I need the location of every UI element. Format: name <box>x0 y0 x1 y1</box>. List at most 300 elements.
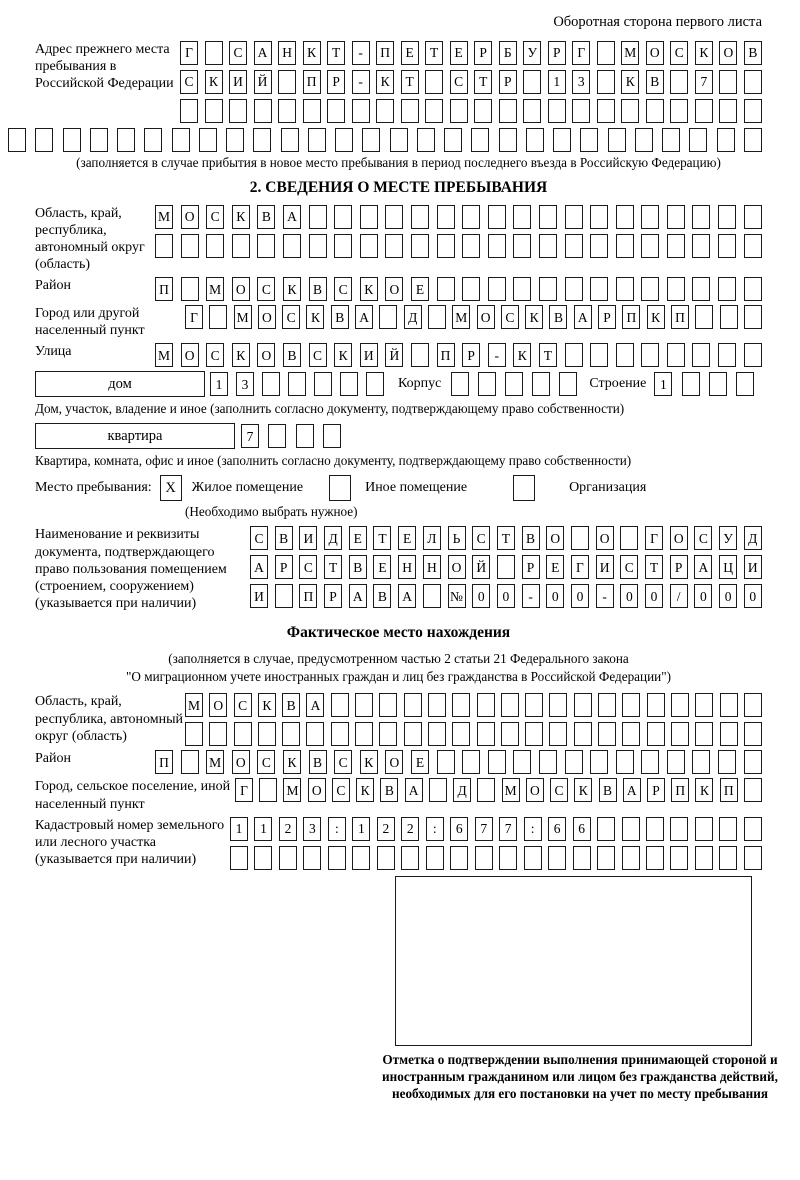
char-box: 3 <box>303 817 321 841</box>
char-box <box>63 128 81 152</box>
char-box: Т <box>474 70 492 94</box>
char-box: О <box>477 305 495 329</box>
actual-location-title: Фактическое место нахождения <box>286 623 511 641</box>
char-box <box>744 846 762 870</box>
char-box <box>671 722 689 746</box>
char-box: А <box>694 555 712 579</box>
char-box <box>488 750 506 774</box>
option-residential-label: Жилое помещение <box>191 480 304 496</box>
char-box: П <box>303 70 321 94</box>
char-box <box>259 778 277 802</box>
char-box <box>428 305 446 329</box>
region-label: Область, край, республика, автономный округ (область) <box>35 206 145 273</box>
char-box <box>744 817 762 841</box>
char-row-korpus <box>451 372 577 396</box>
char-box: К <box>303 41 321 65</box>
char-box <box>565 343 583 367</box>
char-box: К <box>205 70 223 94</box>
char-box: О <box>719 41 737 65</box>
char-box: - <box>596 584 614 608</box>
char-box: К <box>232 205 250 229</box>
char-box <box>488 205 506 229</box>
char-box <box>355 722 373 746</box>
char-box <box>553 128 571 152</box>
char-box <box>155 234 173 258</box>
char-box <box>622 846 640 870</box>
char-box: М <box>621 41 639 65</box>
char-row-stroenie <box>654 372 754 396</box>
char-box <box>667 277 685 301</box>
char-box: П <box>720 778 738 802</box>
char-box: О <box>596 526 614 550</box>
char-box: В <box>331 305 349 329</box>
char-box <box>209 305 227 329</box>
char-box <box>620 526 638 550</box>
char-box: Ц <box>719 555 737 579</box>
char-box <box>488 234 506 258</box>
char-box: - <box>522 584 540 608</box>
char-box <box>635 128 653 152</box>
char-box: Е <box>450 41 468 65</box>
char-box <box>474 99 492 123</box>
char-box <box>647 722 665 746</box>
char-box <box>296 424 314 448</box>
char-box: А <box>623 778 641 802</box>
checkbox-other-premises <box>329 475 351 501</box>
char-box: М <box>502 778 520 802</box>
char-box <box>185 722 203 746</box>
char-box: В <box>599 778 617 802</box>
char-box: 1 <box>210 372 228 396</box>
char-box: Й <box>385 343 403 367</box>
char-box: К <box>356 778 374 802</box>
char-box <box>488 277 506 301</box>
char-box <box>314 372 332 396</box>
char-box <box>499 128 517 152</box>
char-box: У <box>523 41 541 65</box>
char-box <box>379 305 397 329</box>
char-box: С <box>309 343 327 367</box>
char-box <box>513 277 531 301</box>
document-label: Наименование и реквизиты документа, подтверждающего право пользования помещением (строением, сооружением) (указывается при наличии) <box>35 527 227 611</box>
actual-district-block <box>35 750 762 774</box>
char-box: М <box>234 305 252 329</box>
char-box <box>278 99 296 123</box>
char-box: : <box>426 817 444 841</box>
char-box <box>719 99 737 123</box>
char-box <box>144 128 162 152</box>
char-box: С <box>694 526 712 550</box>
char-box: С <box>501 305 519 329</box>
char-box <box>689 128 707 152</box>
char-row-document-1 <box>250 526 762 550</box>
char-box: О <box>448 555 466 579</box>
char-box: 0 <box>719 584 737 608</box>
char-box <box>597 846 615 870</box>
char-box <box>475 846 493 870</box>
char-box: М <box>452 305 470 329</box>
char-box: Н <box>398 555 416 579</box>
char-box: С <box>334 277 352 301</box>
actual-location-note-1: (заполняется в случае, предусмотренном частью 2 статьи 21 Федерального закона <box>168 650 629 666</box>
char-box <box>334 234 352 258</box>
char-box: К <box>306 305 324 329</box>
char-box <box>548 846 566 870</box>
char-box <box>744 305 762 329</box>
char-box: К <box>695 778 713 802</box>
char-box <box>523 70 541 94</box>
char-box <box>744 99 762 123</box>
char-box: К <box>513 343 531 367</box>
char-box <box>621 99 639 123</box>
char-box: С <box>257 277 275 301</box>
char-box <box>532 372 550 396</box>
char-box <box>471 128 489 152</box>
char-box <box>720 722 738 746</box>
char-box: Р <box>324 584 342 608</box>
korpus-label: Корпус <box>398 376 442 392</box>
char-box: Р <box>474 41 492 65</box>
char-box: М <box>155 205 173 229</box>
document-rows <box>250 526 762 608</box>
char-box <box>524 846 542 870</box>
char-box <box>597 41 615 65</box>
char-box: С <box>229 41 247 65</box>
actual-region-label: Область, край, республика, автономный округ (область) <box>35 694 184 744</box>
char-box: В <box>309 750 327 774</box>
char-box <box>692 205 710 229</box>
char-box: В <box>309 277 327 301</box>
char-box <box>352 846 370 870</box>
char-box <box>499 99 517 123</box>
char-box: О <box>670 526 688 550</box>
char-box <box>717 128 735 152</box>
char-box: Д <box>453 778 471 802</box>
char-box <box>462 750 480 774</box>
char-box <box>355 693 373 717</box>
char-box: С <box>206 205 224 229</box>
char-box <box>429 778 447 802</box>
char-box <box>548 99 566 123</box>
char-box: Г <box>645 526 663 550</box>
char-box <box>428 722 446 746</box>
char-box: У <box>719 526 737 550</box>
char-box <box>462 234 480 258</box>
char-box <box>404 693 422 717</box>
char-box <box>744 778 762 802</box>
char-box <box>718 277 736 301</box>
char-box <box>499 846 517 870</box>
char-box <box>283 234 301 258</box>
char-box <box>385 205 403 229</box>
char-box <box>278 70 296 94</box>
char-box: 3 <box>236 372 254 396</box>
char-box <box>590 277 608 301</box>
char-box <box>718 750 736 774</box>
char-box: К <box>258 693 276 717</box>
page-header-note: Оборотная сторона первого листа <box>553 14 762 30</box>
char-box: - <box>352 41 370 65</box>
char-box <box>590 234 608 258</box>
char-row-prev-address-4 <box>8 128 762 152</box>
char-box: П <box>155 750 173 774</box>
char-box: Р <box>275 555 293 579</box>
char-box <box>525 722 543 746</box>
char-box <box>411 234 429 258</box>
char-box: П <box>622 305 640 329</box>
char-box <box>360 205 378 229</box>
option-organization-label: Организация <box>569 480 647 496</box>
char-box: Р <box>522 555 540 579</box>
char-box: К <box>376 70 394 94</box>
district-block <box>35 277 762 301</box>
char-box: О <box>385 277 403 301</box>
previous-address-note: (заполняется в случае прибытия в новое место пребывания в период последнего въезда в Российскую Федерацию) <box>76 155 721 170</box>
char-box <box>281 128 299 152</box>
char-box <box>647 693 665 717</box>
char-box <box>622 722 640 746</box>
char-box <box>428 693 446 717</box>
char-box: С <box>472 526 490 550</box>
apartment-caption: Квартира, комната, офис и иное (заполнить согласно документу, подтверждающему право собственности) <box>35 453 632 469</box>
char-row-region-1 <box>155 205 762 229</box>
char-box <box>692 750 710 774</box>
char-box: Р <box>670 555 688 579</box>
char-box <box>525 693 543 717</box>
char-box <box>549 722 567 746</box>
char-box: Т <box>373 526 391 550</box>
char-box: С <box>334 750 352 774</box>
char-box: А <box>306 693 324 717</box>
char-box <box>616 234 634 258</box>
char-box <box>478 372 496 396</box>
city-block <box>35 305 762 339</box>
char-box <box>641 750 659 774</box>
char-row-street <box>155 343 762 367</box>
char-box: В <box>522 526 540 550</box>
char-box <box>513 205 531 229</box>
char-box <box>573 846 591 870</box>
char-box <box>308 128 326 152</box>
char-box: О <box>257 343 275 367</box>
stay-type-label: Место пребывания: <box>35 480 152 496</box>
char-box: А <box>574 305 592 329</box>
char-box <box>574 693 592 717</box>
char-box: Т <box>324 555 342 579</box>
char-box <box>646 817 664 841</box>
cadastral-label: Кадастровый номер земельного или лесного участка (указывается при наличии) <box>35 817 225 867</box>
char-box <box>646 99 664 123</box>
char-box <box>437 277 455 301</box>
char-box <box>90 128 108 152</box>
char-box: Ь <box>448 526 466 550</box>
char-box <box>641 343 659 367</box>
char-box <box>117 128 135 152</box>
char-box <box>362 128 380 152</box>
char-box <box>695 846 713 870</box>
char-box: В <box>257 205 275 229</box>
char-box: П <box>299 584 317 608</box>
char-box <box>692 277 710 301</box>
char-box: П <box>671 778 689 802</box>
char-box <box>590 343 608 367</box>
previous-address-block <box>35 41 762 123</box>
char-box: О <box>258 305 276 329</box>
char-box: Й <box>254 70 272 94</box>
char-box: 2 <box>279 817 297 841</box>
char-box <box>695 693 713 717</box>
char-box: : <box>524 817 542 841</box>
char-box <box>598 693 616 717</box>
char-row-prev-address-2 <box>180 70 762 94</box>
char-box <box>426 846 444 870</box>
char-box <box>709 372 727 396</box>
char-box: 6 <box>548 817 566 841</box>
char-box <box>206 234 224 258</box>
char-box <box>646 846 664 870</box>
street-block <box>35 343 762 367</box>
char-box: С <box>282 305 300 329</box>
char-box <box>744 343 762 367</box>
char-row-prev-address-1 <box>180 41 762 65</box>
char-box <box>695 305 713 329</box>
char-row-house-number <box>210 372 384 396</box>
char-box <box>411 343 429 367</box>
char-box: С <box>550 778 568 802</box>
char-box: О <box>232 750 250 774</box>
option-other-premises-label: Иное помещение <box>365 480 468 496</box>
char-box <box>616 205 634 229</box>
char-box: И <box>744 555 762 579</box>
char-box <box>718 343 736 367</box>
char-box <box>539 750 557 774</box>
char-box <box>401 99 419 123</box>
char-box: 1 <box>654 372 672 396</box>
char-box: Т <box>425 41 443 65</box>
char-box <box>622 817 640 841</box>
char-box: 0 <box>645 584 663 608</box>
char-box <box>404 722 422 746</box>
actual-city-label: Город, сельское поселение, иной населенный пункт <box>35 779 231 812</box>
char-box: К <box>360 277 378 301</box>
char-box <box>303 846 321 870</box>
char-box <box>641 277 659 301</box>
char-box <box>232 234 250 258</box>
char-box: № <box>448 584 466 608</box>
char-row-district <box>155 277 762 301</box>
char-box: Г <box>235 778 253 802</box>
char-box <box>598 722 616 746</box>
actual-district-label: Район <box>35 751 71 767</box>
previous-address-rows <box>180 41 762 123</box>
char-box: 0 <box>620 584 638 608</box>
char-box <box>411 205 429 229</box>
char-box <box>744 70 762 94</box>
char-box <box>565 234 583 258</box>
char-box: Т <box>497 526 515 550</box>
char-box: С <box>180 70 198 94</box>
char-box <box>695 99 713 123</box>
char-box <box>390 128 408 152</box>
char-box: К <box>334 343 352 367</box>
char-box <box>662 128 680 152</box>
char-box <box>205 41 223 65</box>
char-box: М <box>206 277 224 301</box>
char-box: И <box>250 584 268 608</box>
char-box: И <box>229 70 247 94</box>
char-box: О <box>646 41 664 65</box>
char-box <box>539 205 557 229</box>
char-box <box>616 277 634 301</box>
char-box: А <box>405 778 423 802</box>
char-box: И <box>360 343 378 367</box>
char-box <box>718 205 736 229</box>
stroenie-label: Строение <box>589 376 647 392</box>
char-box <box>352 99 370 123</box>
char-box: 0 <box>497 584 515 608</box>
char-box <box>331 693 349 717</box>
char-box: С <box>620 555 638 579</box>
char-box: Н <box>423 555 441 579</box>
char-box: Е <box>373 555 391 579</box>
char-box <box>549 693 567 717</box>
cadastral-block <box>35 817 762 870</box>
char-box: Л <box>423 526 441 550</box>
char-box <box>565 205 583 229</box>
char-box <box>501 722 519 746</box>
char-box: А <box>349 584 367 608</box>
char-box: К <box>621 70 639 94</box>
region-block <box>35 205 762 273</box>
char-box <box>565 750 583 774</box>
char-box <box>501 693 519 717</box>
char-box: В <box>549 305 567 329</box>
char-box <box>590 750 608 774</box>
char-box <box>172 128 190 152</box>
char-box: Й <box>472 555 490 579</box>
char-box <box>667 750 685 774</box>
char-box: В <box>380 778 398 802</box>
char-box <box>306 722 324 746</box>
char-box <box>670 99 688 123</box>
previous-address-label: Адрес прежнего места пребывания в Российской Федерации <box>35 42 174 92</box>
char-box: О <box>209 693 227 717</box>
char-box <box>590 205 608 229</box>
char-box: Г <box>571 555 589 579</box>
char-box <box>309 205 327 229</box>
char-box <box>377 846 395 870</box>
char-box: М <box>283 778 301 802</box>
char-box: 0 <box>472 584 490 608</box>
char-box <box>437 205 455 229</box>
char-box: М <box>155 343 173 367</box>
char-box: А <box>254 41 272 65</box>
char-box <box>641 234 659 258</box>
house-row <box>35 371 762 397</box>
char-box <box>720 305 738 329</box>
char-box: О <box>526 778 544 802</box>
char-box <box>205 99 223 123</box>
char-box: 6 <box>450 817 468 841</box>
char-box <box>258 722 276 746</box>
char-box: В <box>275 526 293 550</box>
char-box <box>452 722 470 746</box>
char-box <box>279 846 297 870</box>
char-box: 0 <box>571 584 589 608</box>
char-box: 2 <box>377 817 395 841</box>
char-box: Р <box>598 305 616 329</box>
char-box: Е <box>411 750 429 774</box>
